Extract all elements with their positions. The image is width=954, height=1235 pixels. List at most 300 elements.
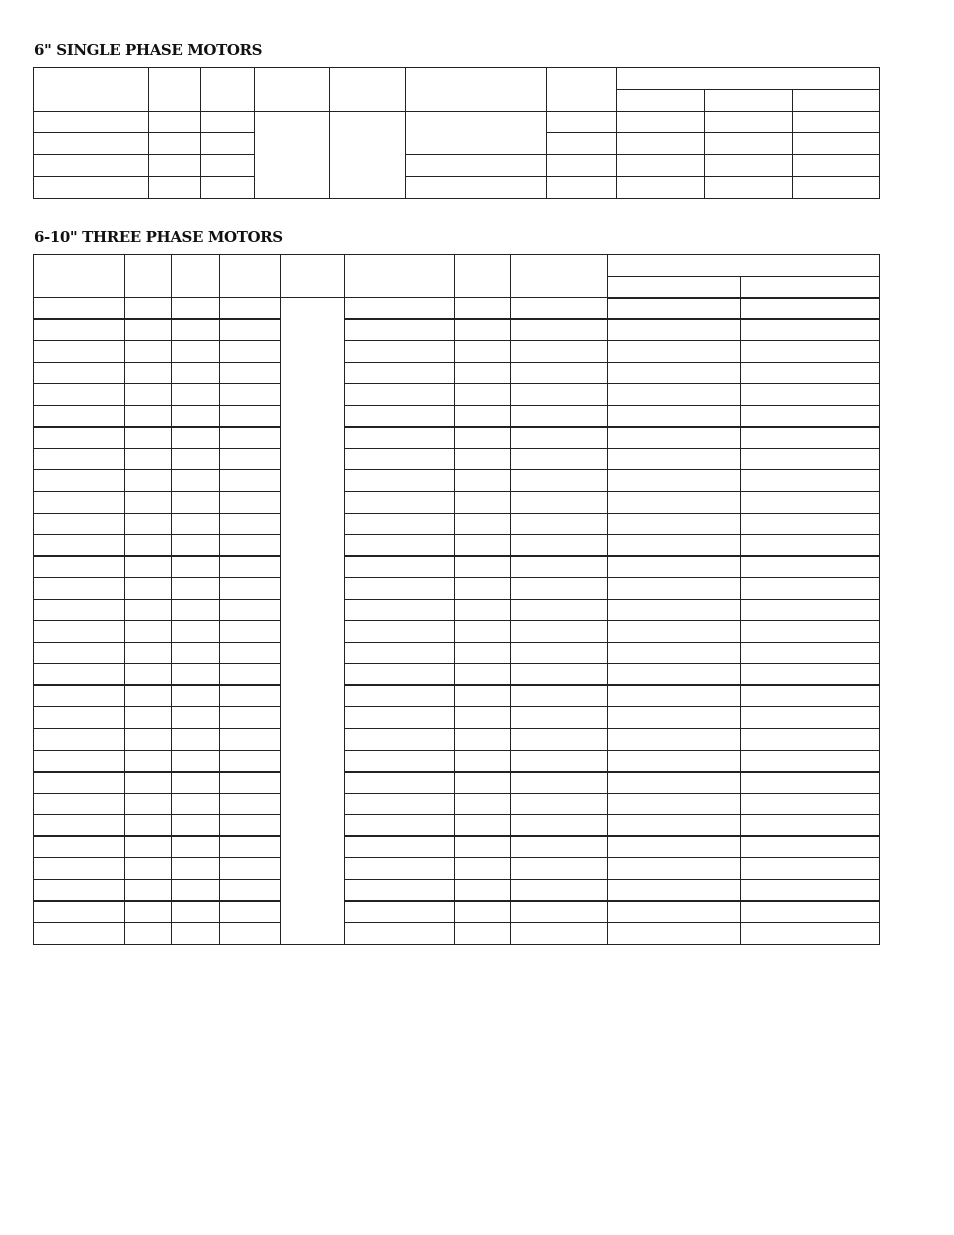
table-cell [511,470,608,492]
table-cell [741,858,880,880]
table-cell [125,642,172,664]
table-cell [793,176,880,198]
table-cell [705,176,793,198]
table-cell [511,405,608,427]
table-cell [511,879,608,901]
table-cell [345,879,455,901]
table-cell [345,513,455,535]
table-cell [34,922,125,944]
table-cell [220,448,281,470]
table-cell [172,599,220,621]
table-cell [547,176,617,198]
table-cell [345,901,455,923]
single-phase-title: 6" SINGLE PHASE MOTORS [34,41,263,59]
header-cell [345,255,455,298]
table-cell [220,599,281,621]
table-cell [511,621,608,643]
table-cell [608,556,741,578]
table-cell [608,513,741,535]
table-cell [172,815,220,837]
table-cell [34,176,149,198]
table-cell [220,384,281,406]
table-cell [617,111,705,133]
table-row [34,599,880,621]
table-cell [547,155,617,177]
table-cell [172,535,220,557]
table-cell [406,176,547,198]
table-cell [220,815,281,837]
table-cell [406,155,547,177]
table-row [34,319,880,341]
table-cell [608,341,741,363]
table-cell [125,362,172,384]
table-cell [741,556,880,578]
table-cell [617,133,705,155]
table-header-row [34,255,880,277]
table-cell [172,513,220,535]
table-cell [172,492,220,514]
table-cell [125,901,172,923]
table-cell [455,599,511,621]
table-cell [608,448,741,470]
merged-cell [281,298,345,944]
table-cell [608,772,741,794]
table-cell [125,470,172,492]
table-row [34,858,880,880]
table-cell [125,427,172,449]
table-cell [34,815,125,837]
table-cell [608,836,741,858]
table-row [34,427,880,449]
table-cell [220,319,281,341]
table-cell [345,384,455,406]
table-cell [172,793,220,815]
table-cell [511,750,608,772]
table-row [34,793,880,815]
table-cell [345,836,455,858]
table-cell [125,707,172,729]
table-cell [741,642,880,664]
table-cell [511,298,608,320]
table-cell [172,470,220,492]
table-row [34,664,880,686]
table-cell [125,836,172,858]
header-group-cell [608,255,880,277]
table-row [34,470,880,492]
merged-cell [330,111,406,198]
table-cell [345,578,455,600]
table-cell [220,556,281,578]
table-cell [608,492,741,514]
table-cell [34,664,125,686]
table-cell [34,535,125,557]
table-row [34,492,880,514]
table-cell [125,685,172,707]
table-cell [741,470,880,492]
table-cell [741,922,880,944]
header-cell [406,68,547,112]
table-cell [455,448,511,470]
table-cell [741,384,880,406]
table-cell [172,362,220,384]
table-cell [125,492,172,514]
table-cell [705,111,793,133]
table-cell [125,599,172,621]
table-cell [511,578,608,600]
table-cell [125,664,172,686]
table-cell [172,405,220,427]
table-row [34,879,880,901]
table-cell [345,470,455,492]
table-cell [172,448,220,470]
table-cell [201,176,255,198]
table-cell [201,111,255,133]
header-cell [281,255,345,298]
table-cell [455,836,511,858]
table-cell [220,772,281,794]
table-cell [220,492,281,514]
table-cell [511,815,608,837]
table-cell [455,879,511,901]
subheader-cell [741,276,880,298]
table-cell [608,298,741,320]
table-cell [741,341,880,363]
table-cell [34,879,125,901]
table-cell [741,879,880,901]
table-cell [345,448,455,470]
table-cell [511,513,608,535]
table-cell [455,384,511,406]
table-cell [345,815,455,837]
table-cell [455,535,511,557]
table-cell [34,362,125,384]
table-cell [511,685,608,707]
table-cell [511,642,608,664]
table-cell [511,901,608,923]
table-row [34,707,880,729]
table-cell [345,535,455,557]
table-cell [455,901,511,923]
table-cell [172,664,220,686]
table-cell [149,155,201,177]
table-cell [547,111,617,133]
header-cell [125,255,172,298]
table-cell [741,621,880,643]
table-cell [220,922,281,944]
table-cell [608,578,741,600]
table-cell [220,836,281,858]
table-cell [172,319,220,341]
table-cell [455,362,511,384]
table-cell [455,319,511,341]
table-cell [172,772,220,794]
table-cell [345,793,455,815]
table-cell [511,772,608,794]
table-cell [125,858,172,880]
table-cell [220,427,281,449]
table-cell [34,133,149,155]
table-cell [172,922,220,944]
table-cell [741,298,880,320]
table-cell [455,922,511,944]
table-cell [741,729,880,751]
table-cell [455,685,511,707]
table-cell [608,470,741,492]
table-cell [34,836,125,858]
table-row [34,176,880,198]
table-cell [511,922,608,944]
table-cell [741,793,880,815]
table-cell [34,729,125,751]
table-cell [220,901,281,923]
table-cell [455,858,511,880]
table-cell [125,405,172,427]
table-cell [34,319,125,341]
table-cell [608,685,741,707]
table-cell [455,556,511,578]
table-cell [511,664,608,686]
table-row [34,815,880,837]
table-cell [741,750,880,772]
table-cell [220,621,281,643]
table-cell [172,341,220,363]
table-cell [125,621,172,643]
table-cell [149,133,201,155]
header-cell [34,255,125,298]
table-cell [455,729,511,751]
header-cell [220,255,281,298]
table-cell [34,685,125,707]
table-cell [608,362,741,384]
table-cell [741,448,880,470]
table-cell [125,384,172,406]
table-cell [608,750,741,772]
table-cell [34,384,125,406]
table-cell [511,448,608,470]
table-cell [125,815,172,837]
table-cell [345,642,455,664]
table-cell [125,578,172,600]
table-cell [455,621,511,643]
table-cell [608,642,741,664]
table-cell [511,599,608,621]
header-cell [149,68,201,112]
table-row [34,362,880,384]
table-cell [220,513,281,535]
table-cell [149,176,201,198]
table-cell [741,901,880,923]
table-cell [220,879,281,901]
subheader-cell [608,276,741,298]
header-group-cell [617,68,880,90]
table-cell [125,535,172,557]
table-row [34,155,880,177]
table-cell [172,427,220,449]
header-cell [34,68,149,112]
table-row [34,642,880,664]
table-row [34,772,880,794]
table-cell [345,707,455,729]
table-cell [608,405,741,427]
table-cell [220,298,281,320]
table-cell [125,319,172,341]
table-cell [34,621,125,643]
table-cell [511,535,608,557]
table-cell [511,341,608,363]
table-cell [125,729,172,751]
table-cell [345,405,455,427]
single-phase-table [33,67,880,199]
table-cell [125,556,172,578]
table-cell [201,133,255,155]
table-cell [455,470,511,492]
table-cell [34,448,125,470]
table-row [34,556,880,578]
table-cell [34,111,149,133]
table-cell [34,427,125,449]
table-cell [793,111,880,133]
table-cell [125,513,172,535]
table-cell [34,470,125,492]
table-cell [220,341,281,363]
table-row [34,405,880,427]
header-cell [330,68,406,112]
header-cell [455,255,511,298]
table-cell [608,815,741,837]
table-cell [608,599,741,621]
table-cell [220,685,281,707]
table-cell [608,319,741,341]
table-cell [608,858,741,880]
table-cell [125,772,172,794]
table-cell [34,556,125,578]
table-cell [345,772,455,794]
table-cell [455,750,511,772]
table-cell [741,685,880,707]
table-cell [345,319,455,341]
table-cell [345,298,455,320]
table-cell [172,298,220,320]
table-cell [705,133,793,155]
table-cell [125,448,172,470]
table-cell [34,901,125,923]
table-cell [741,815,880,837]
table-cell [608,384,741,406]
table-row [34,901,880,923]
table-cell [345,492,455,514]
table-cell [34,858,125,880]
table-cell [511,492,608,514]
table-cell [345,685,455,707]
three-phase-table [33,254,880,945]
table-cell [608,729,741,751]
table-cell [220,362,281,384]
table-cell [34,599,125,621]
table-cell [511,793,608,815]
table-row [34,750,880,772]
table-cell [125,341,172,363]
subheader-cell [617,89,705,111]
table-cell [455,772,511,794]
table-cell [741,707,880,729]
table-cell [220,664,281,686]
table-cell [345,556,455,578]
table-cell [172,901,220,923]
table-cell [220,642,281,664]
table-row [34,621,880,643]
table-row [34,341,880,363]
table-cell [34,772,125,794]
table-cell [34,492,125,514]
table-cell [455,405,511,427]
table-cell [34,298,125,320]
table-cell [345,750,455,772]
header-cell [172,255,220,298]
table-cell [608,427,741,449]
table-cell [741,513,880,535]
table-row [34,836,880,858]
table-cell [741,319,880,341]
three-phase-table-body [34,298,880,944]
table-cell [220,405,281,427]
header-cell [201,68,255,112]
table-cell [345,427,455,449]
table-cell [220,535,281,557]
table-cell [455,664,511,686]
table-cell [608,664,741,686]
table-cell [125,750,172,772]
table-cell [220,858,281,880]
table-cell [172,836,220,858]
subheader-cell [793,89,880,111]
table-cell [511,556,608,578]
table-cell [345,599,455,621]
table-cell [741,599,880,621]
table-cell [220,793,281,815]
table-cell [511,319,608,341]
table-cell [455,513,511,535]
table-cell [741,664,880,686]
table-cell [511,858,608,880]
table-cell [345,922,455,944]
table-cell [455,492,511,514]
table-cell [345,621,455,643]
merged-cell [406,111,547,155]
table-cell [511,707,608,729]
table-cell [172,685,220,707]
table-cell [608,922,741,944]
table-cell [617,176,705,198]
table-cell [793,155,880,177]
table-cell [608,621,741,643]
merged-cell [255,111,330,198]
table-cell [220,750,281,772]
table-cell [220,578,281,600]
table-cell [34,405,125,427]
table-cell [345,341,455,363]
table-cell [511,384,608,406]
table-cell [345,858,455,880]
table-row [34,535,880,557]
table-cell [172,556,220,578]
table-cell [172,750,220,772]
table-cell [34,793,125,815]
table-row [34,298,880,320]
table-cell [34,155,149,177]
table-cell [34,642,125,664]
table-cell [172,621,220,643]
table-cell [172,642,220,664]
